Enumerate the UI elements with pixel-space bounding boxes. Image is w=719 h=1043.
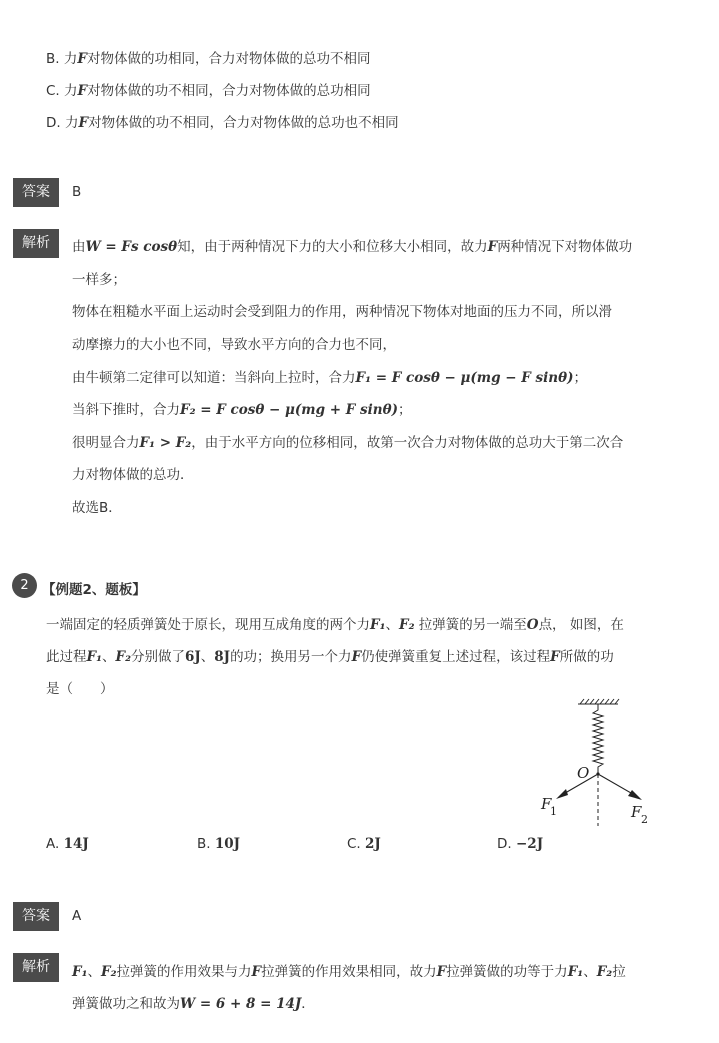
label-f1: F bbox=[541, 795, 552, 813]
stem-line-1: 一端固定的轻质弹簧处于原长，现用互成角度的两个力F₁、F₂ 拉弹簧的另一端至O点， 如图，在 bbox=[46, 617, 624, 633]
question-header: 【例题2、题板】 bbox=[42, 582, 146, 598]
option-b: B. 10J bbox=[197, 836, 241, 852]
option-d: D. 力F对物体做的功不相同，合力对物体做的总功也不相同 bbox=[46, 115, 399, 131]
analysis-line-4: 动摩擦力的大小也不同，导致水平方向的合力也不同， bbox=[72, 337, 396, 353]
spring bbox=[593, 704, 603, 774]
analysis-tag: 解析 bbox=[13, 953, 59, 982]
spring-diagram bbox=[530, 696, 655, 828]
option-c: C. 2J bbox=[347, 836, 381, 852]
arrowhead-f1 bbox=[556, 789, 568, 799]
analysis-line-2: 一样多； bbox=[72, 272, 126, 288]
label-f2-sub: 2 bbox=[641, 813, 648, 826]
analysis-line-5: 由牛顿第二定律可以知道：当斜向上拉时，合力F₁ = F cosθ − μ(mg − F sinθ)； bbox=[72, 370, 587, 386]
analysis-line-8: 力对物体做的总功． bbox=[72, 467, 194, 483]
analysis-line-7: 很明显合力F₁ > F₂，由于水平方向的位移相同，故第一次合力对物体做的总功大于第二次合 bbox=[72, 435, 624, 451]
stem-line-3: 是（ ） bbox=[46, 681, 114, 697]
option-d: D. −2J bbox=[497, 836, 544, 852]
arrowhead-f2 bbox=[628, 790, 642, 800]
analysis-line-6: 当斜下推时，合力F₂ = F cosθ − μ(mg + F sinθ)； bbox=[72, 402, 412, 418]
option-c: C. 力F对物体做的功不相同，合力对物体做的总功相同 bbox=[46, 83, 371, 99]
analysis-line-3: 物体在粗糙水平面上运动时会受到阻力的作用，两种情况下物体对地面的压力不同，所以滑 bbox=[72, 304, 612, 320]
option-b: B. 力F对物体做的功相同，合力对物体做的总功不相同 bbox=[46, 51, 371, 67]
label-f2: F bbox=[631, 803, 642, 821]
option-a: A. 14J bbox=[46, 836, 89, 852]
ceiling-hatch bbox=[578, 699, 619, 704]
label-o: O bbox=[577, 764, 590, 782]
analysis-line-1: 由W = Fs cosθ知，由于两种情况下力的大小和位移大小相同，故力F两种情况下对物体做功 bbox=[72, 239, 633, 255]
answer-value: A bbox=[72, 908, 82, 924]
analysis-line-1: F₁、F₂拉弹簧的作用效果与力F拉弹簧的作用效果相同，故力F拉弹簧做的功等于力F₁、F₂拉 bbox=[72, 964, 626, 980]
answer-tag: 答案 bbox=[13, 178, 59, 207]
answer-tag: 答案 bbox=[13, 902, 59, 931]
analysis-line-9: 故选B． bbox=[72, 500, 122, 516]
label-f1-sub: 1 bbox=[550, 805, 557, 818]
analysis-line-2: 弹簧做功之和故为W = 6 + 8 = 14J． bbox=[72, 996, 315, 1012]
analysis-tag: 解析 bbox=[13, 229, 59, 258]
stem-line-2: 此过程F₁、F₂分别做了6J、8J的功；换用另一个力F仍使弹簧重复上述过程，该过程F所做的功 bbox=[46, 649, 614, 665]
question-number-badge: 2 bbox=[12, 573, 37, 598]
answer-value: B bbox=[72, 184, 82, 200]
